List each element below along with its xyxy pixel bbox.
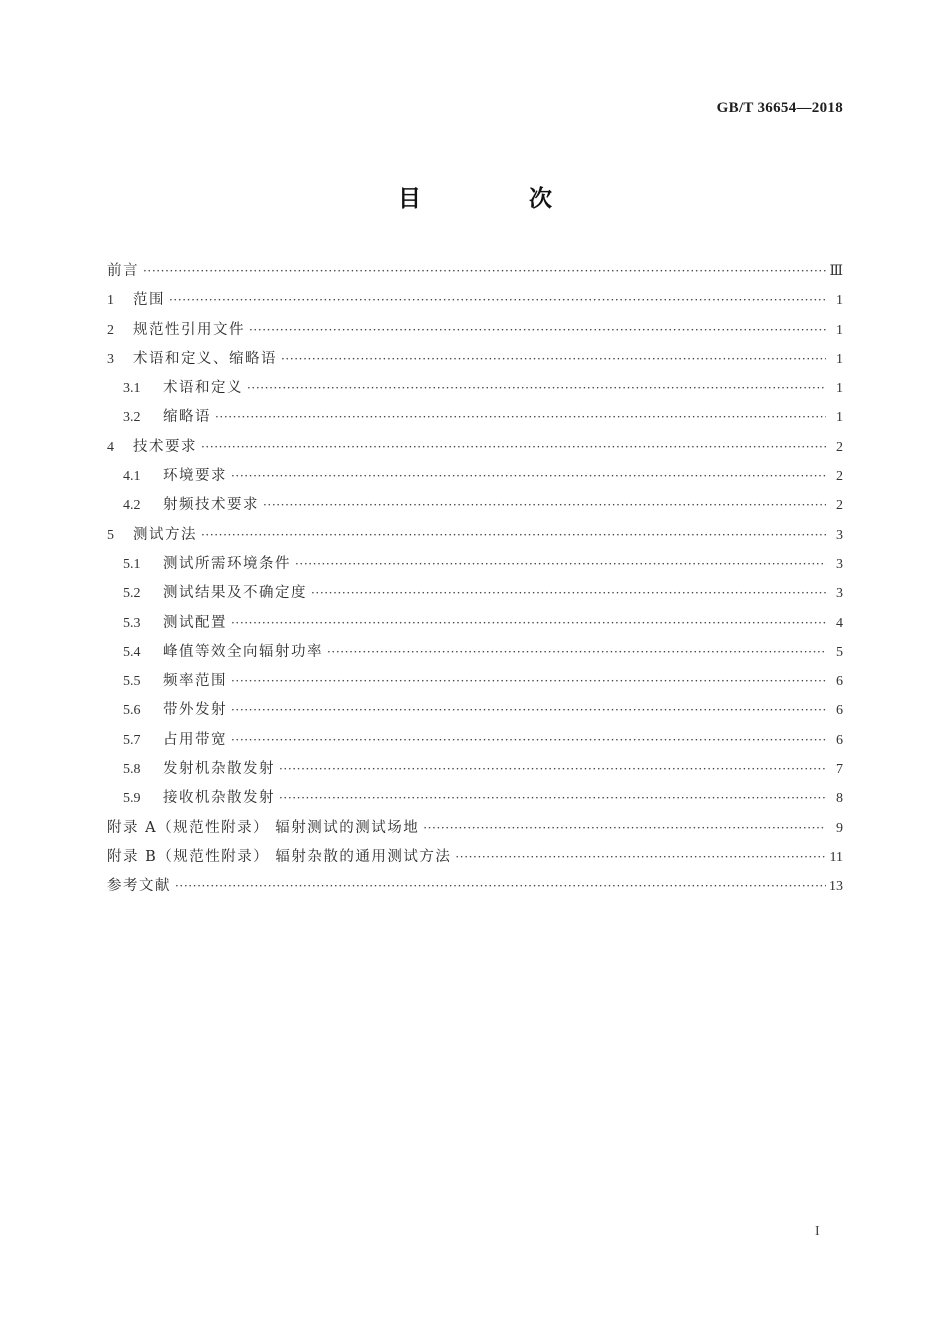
- toc-dot-leader: [169, 286, 826, 315]
- toc-entry-label: 附录 B（规范性附录） 辐射杂散的通用测试方法: [107, 848, 452, 865]
- toc-title: 目 次: [397, 186, 602, 212]
- toc-entry[interactable]: [107, 433, 843, 462]
- toc-entry-page: 1: [836, 381, 843, 397]
- toc-entry-number: 4.1: [123, 469, 141, 485]
- toc-entry-number: 5.3: [123, 615, 141, 631]
- toc-entry-number: 5.9: [123, 791, 141, 807]
- toc-dot-leader: [327, 638, 826, 667]
- toc-entry-page: 1: [836, 293, 843, 309]
- toc-entry-number: 3: [107, 351, 114, 367]
- toc-dot-leader: [279, 784, 826, 813]
- toc-entry-label: 缩略语: [163, 409, 211, 426]
- toc-entry-page: 3: [836, 556, 843, 572]
- toc-entry-number: 4.2: [123, 498, 141, 514]
- toc-entry[interactable]: [107, 872, 843, 901]
- toc-dot-leader: [231, 726, 826, 755]
- toc-entry-label: 发射机杂散发射: [163, 761, 275, 778]
- toc-entry-number: 5.2: [123, 586, 141, 602]
- toc-entry-number: 5.4: [123, 644, 141, 660]
- toc-entry-number: 5.7: [123, 732, 141, 748]
- toc-entry-page: 9: [836, 820, 843, 836]
- toc-entry-number: 5.6: [123, 703, 141, 719]
- toc-entry-page: 5: [836, 644, 843, 660]
- toc-entry[interactable]: [107, 257, 843, 286]
- toc-dot-leader: [455, 843, 826, 872]
- toc-entry-page: 7: [836, 762, 843, 778]
- toc-entry-label: 占用带宽: [163, 731, 227, 748]
- toc-entry[interactable]: [107, 726, 843, 755]
- toc-entry-page: 6: [836, 703, 843, 719]
- toc-entry[interactable]: [107, 638, 843, 667]
- toc-entry-label: 前言: [107, 263, 139, 279]
- toc-entry-label: 范围: [133, 292, 165, 309]
- toc-entry-label: 参考文献: [107, 878, 171, 895]
- toc-entry[interactable]: [107, 667, 843, 696]
- toc-entry-label: 测试方法: [133, 526, 197, 543]
- toc-entry[interactable]: [107, 345, 843, 374]
- toc-entry[interactable]: [107, 784, 843, 813]
- toc-entry-page: 3: [836, 527, 843, 543]
- toc-entry[interactable]: [107, 755, 843, 784]
- toc-entry-number: 3.1: [123, 381, 141, 397]
- toc-entry-page: 1: [836, 351, 843, 367]
- toc-dot-leader: [279, 755, 826, 784]
- toc-entry-number: 5.8: [123, 762, 141, 778]
- toc-entry-page: 2: [836, 469, 843, 485]
- toc-entry-number: 3.2: [123, 410, 141, 426]
- toc-dot-leader: [249, 316, 826, 345]
- toc-entry-label: 测试配置: [163, 614, 227, 631]
- toc-entry[interactable]: [107, 462, 843, 491]
- toc-entry[interactable]: [107, 491, 843, 520]
- toc-dot-leader: [231, 696, 826, 725]
- toc-entry[interactable]: [107, 579, 843, 608]
- toc-entry-number: 5.1: [123, 556, 141, 572]
- toc-dot-leader: [175, 872, 826, 901]
- standard-code: GB/T 36654—2018: [716, 100, 843, 116]
- toc-entry-page: 4: [836, 615, 843, 631]
- toc-entry-page: 13: [829, 879, 843, 895]
- toc-entry-label: 技术要求: [133, 438, 197, 455]
- toc-entry-page: 6: [836, 732, 843, 748]
- toc-entry-number: 5: [107, 527, 114, 543]
- toc-dot-leader: [201, 433, 826, 462]
- toc-dot-leader: [201, 521, 826, 550]
- toc-entry[interactable]: [107, 286, 843, 315]
- toc-dot-leader: [231, 667, 826, 696]
- toc-entry-label: 带外发射: [163, 702, 227, 719]
- toc-entry-page: 3: [836, 586, 843, 602]
- toc-dot-leader: [263, 491, 826, 520]
- toc-entry-page: 6: [836, 674, 843, 690]
- toc-dot-leader: [231, 462, 826, 491]
- toc-entry-number: 4: [107, 439, 114, 455]
- toc-dot-leader: [281, 345, 826, 374]
- toc-entry[interactable]: [107, 521, 843, 550]
- toc-dot-leader: [215, 403, 826, 432]
- toc-entry-label: 术语和定义: [163, 380, 243, 397]
- table-of-contents: [107, 257, 843, 902]
- toc-dot-leader: [231, 609, 826, 638]
- toc-dot-leader: [143, 257, 826, 286]
- toc-entry-label: 接收机杂散发射: [163, 790, 275, 807]
- toc-entry-label: 术语和定义、缩略语: [133, 350, 277, 367]
- toc-entry[interactable]: [107, 316, 843, 345]
- toc-entry-label: 测试所需环境条件: [163, 555, 291, 572]
- toc-entry[interactable]: [107, 843, 843, 872]
- toc-dot-leader: [295, 550, 826, 579]
- toc-entry-page: 1: [836, 410, 843, 426]
- toc-entry-page: Ⅲ: [829, 264, 843, 279]
- toc-entry[interactable]: [107, 550, 843, 579]
- toc-entry[interactable]: [107, 814, 843, 843]
- toc-entry-label: 峰值等效全向辐射功率: [163, 643, 323, 660]
- toc-dot-leader: [247, 374, 826, 403]
- toc-dot-leader: [423, 814, 826, 843]
- toc-entry-page: 1: [836, 322, 843, 338]
- toc-entry-page: 2: [836, 498, 843, 514]
- toc-entry-page: 11: [829, 849, 843, 865]
- toc-entry-label: 测试结果及不确定度: [163, 585, 307, 602]
- toc-entry[interactable]: [107, 609, 843, 638]
- toc-entry-label: 环境要求: [163, 468, 227, 485]
- toc-entry[interactable]: [107, 374, 843, 403]
- toc-entry-page: 8: [836, 791, 843, 807]
- page-number: I: [815, 1224, 820, 1239]
- toc-entry[interactable]: [107, 403, 843, 432]
- toc-entry-label: 频率范围: [163, 673, 227, 690]
- toc-entry-number: 5.5: [123, 674, 141, 690]
- toc-dot-leader: [311, 579, 826, 608]
- toc-entry[interactable]: [107, 696, 843, 725]
- toc-entry-label: 规范性引用文件: [133, 321, 245, 338]
- toc-entry-number: 1: [107, 293, 114, 309]
- toc-entry-label: 附录 A（规范性附录） 辐射测试的测试场地: [107, 819, 420, 836]
- toc-entry-label: 射频技术要求: [163, 497, 259, 514]
- toc-entry-number: 2: [107, 322, 114, 338]
- toc-entry-page: 2: [836, 439, 843, 455]
